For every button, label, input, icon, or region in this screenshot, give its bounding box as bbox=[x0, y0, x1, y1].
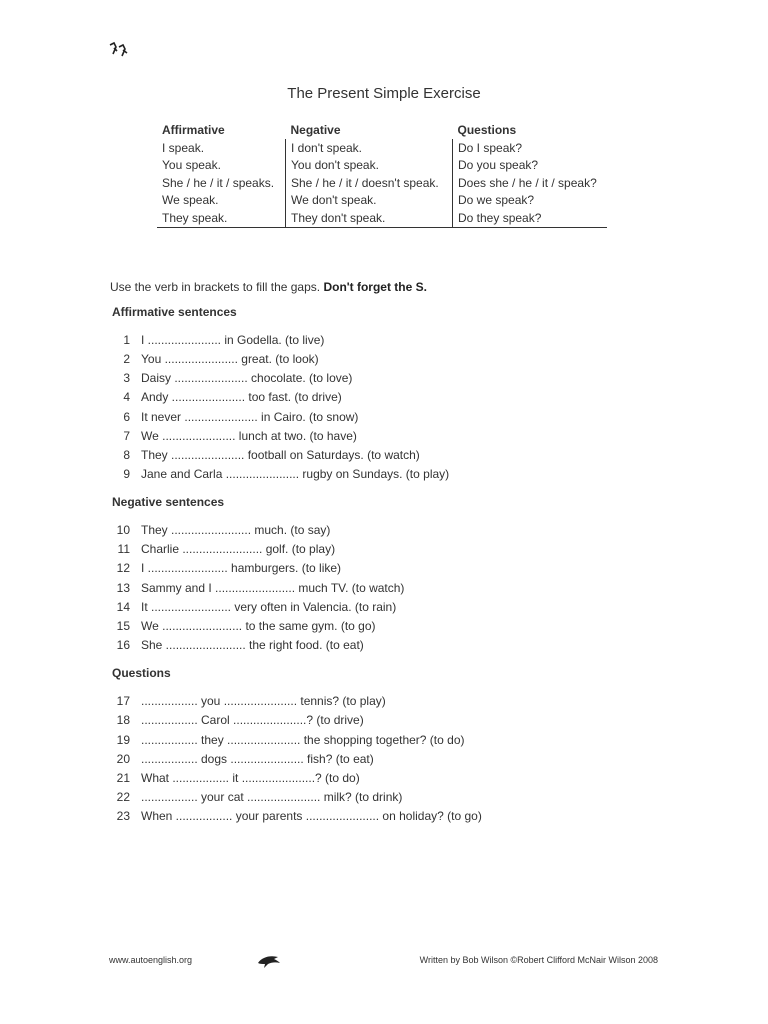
column-header: Negative bbox=[290, 123, 341, 137]
item-text: Andy ...................... too fast. (to drive) bbox=[141, 390, 342, 404]
item-number: 7 bbox=[123, 429, 130, 443]
item-text: They ........................ much. (to say) bbox=[141, 523, 331, 537]
item-number: 16 bbox=[116, 638, 130, 652]
item-text: ................. you ...................... tennis? (to play) bbox=[141, 694, 386, 708]
table-cell: You don't speak. bbox=[286, 157, 453, 175]
table-cell: She / he / it / speaks. bbox=[162, 175, 275, 190]
item-text: ................. Carol ......................? (to drive) bbox=[141, 713, 364, 727]
exercise-item bbox=[112, 580, 404, 596]
page-title: The Present Simple Exercise bbox=[287, 85, 481, 102]
item-number: 1 bbox=[123, 333, 130, 347]
item-text: We ...................... lunch at two. (to have) bbox=[141, 429, 357, 443]
table-cell: Does she / he / it / speak? bbox=[453, 174, 608, 192]
exercise-item bbox=[112, 466, 449, 482]
table-row bbox=[157, 139, 607, 157]
exercise-item bbox=[112, 751, 374, 767]
table-header-row bbox=[157, 121, 607, 139]
table-cell: You speak. bbox=[162, 158, 221, 173]
table-row bbox=[157, 209, 607, 227]
exercise-item bbox=[112, 599, 396, 615]
runner-logo-icon bbox=[108, 40, 130, 60]
exercise-item bbox=[112, 351, 319, 367]
item-text: ................. they ...................... the shopping together? (to do) bbox=[141, 733, 465, 747]
exercise-item bbox=[112, 541, 335, 557]
exercise-item bbox=[112, 409, 358, 425]
item-text: Daisy ...................... chocolate. (to love) bbox=[141, 371, 353, 385]
table-cell: We don't speak. bbox=[286, 192, 453, 210]
column-header: Questions bbox=[457, 123, 517, 137]
item-number: 20 bbox=[116, 752, 130, 766]
item-text: I ...................... in Godella. (to live) bbox=[141, 333, 325, 347]
table-cell: Do I speak? bbox=[453, 139, 608, 157]
item-number: 4 bbox=[123, 390, 130, 404]
item-text: Sammy and I ........................ much TV. (to watch) bbox=[141, 581, 405, 595]
table-row bbox=[157, 157, 607, 175]
table-cell: I don't speak. bbox=[286, 139, 453, 157]
exercise-item bbox=[112, 560, 341, 576]
table-cell: Do we speak? bbox=[453, 192, 608, 210]
exercise-item bbox=[112, 637, 364, 653]
item-number: 11 bbox=[117, 542, 130, 556]
exercise-item bbox=[112, 732, 465, 748]
item-text: It never ...................... in Cairo. (to snow) bbox=[141, 410, 359, 424]
item-number: 18 bbox=[116, 713, 130, 727]
item-number: 21 bbox=[116, 771, 130, 785]
table-row bbox=[157, 174, 607, 192]
instruction-text bbox=[110, 280, 427, 294]
item-number: 19 bbox=[116, 733, 130, 747]
item-text: What ................. it ......................? (to do) bbox=[141, 771, 360, 785]
instruction-emphasis: Don't forget the S. bbox=[323, 280, 427, 294]
exercise-item bbox=[112, 693, 386, 709]
item-text: We ........................ to the same gym. (to go) bbox=[141, 619, 376, 633]
exercise-item bbox=[112, 808, 482, 824]
table-cell: Do they speak? bbox=[453, 209, 608, 227]
section-heading-questions: Questions bbox=[112, 666, 171, 680]
item-text: It ........................ very often in Valencia. (to rain) bbox=[141, 600, 397, 614]
item-text: When ................. your parents ...................... on holiday? (to go) bbox=[141, 809, 482, 823]
exercise-item bbox=[112, 770, 360, 786]
table-cell: We speak. bbox=[162, 193, 219, 208]
item-text: ................. your cat ...................... milk? (to drink) bbox=[141, 790, 403, 804]
item-number: 10 bbox=[116, 523, 130, 537]
item-number: 12 bbox=[116, 561, 130, 575]
instruction-plain: Use the verb in brackets to fill the gaps. bbox=[110, 280, 324, 294]
exercise-item bbox=[112, 618, 376, 634]
table-cell: I speak. bbox=[162, 140, 205, 155]
footer-website: www.autoenglish.org bbox=[109, 955, 193, 965]
item-number: 13 bbox=[116, 581, 130, 595]
exercise-item bbox=[112, 370, 352, 386]
item-number: 9 bbox=[123, 467, 130, 481]
table-cell: They speak. bbox=[157, 209, 286, 227]
item-text: She ........................ the right food. (to eat) bbox=[141, 638, 364, 652]
table-cell: She / he / it / doesn't speak. bbox=[286, 174, 453, 192]
item-text: I ........................ hamburgers. (to like) bbox=[141, 561, 342, 575]
exercise-item bbox=[112, 522, 330, 538]
exercise-item bbox=[112, 389, 342, 405]
item-text: You ...................... great. (to look) bbox=[141, 352, 319, 366]
item-text: ................. dogs ...................... fish? (to eat) bbox=[141, 752, 374, 766]
item-number: 6 bbox=[123, 410, 130, 424]
table-row bbox=[157, 192, 607, 210]
dolphin-logo-icon bbox=[256, 951, 282, 969]
exercise-item bbox=[112, 712, 364, 728]
item-number: 22 bbox=[116, 790, 130, 804]
item-number: 17 bbox=[116, 694, 130, 708]
exercise-item bbox=[112, 332, 324, 348]
item-number: 2 bbox=[123, 352, 130, 366]
item-number: 3 bbox=[123, 371, 130, 385]
exercise-item bbox=[112, 789, 402, 805]
conjugation-table bbox=[157, 121, 607, 228]
table-cell: Do you speak? bbox=[453, 157, 608, 175]
footer-credit: Written by Bob Wilson ©Robert Clifford McNair Wilson 2008 bbox=[419, 955, 658, 965]
item-number: 15 bbox=[116, 619, 130, 633]
section-heading-affirmative: Affirmative sentences bbox=[112, 305, 237, 319]
table-cell: They don't speak. bbox=[286, 209, 453, 227]
item-number: 14 bbox=[116, 600, 130, 614]
exercise-item bbox=[112, 428, 357, 444]
item-number: 8 bbox=[123, 448, 130, 462]
item-text: Jane and Carla ...................... rugby on Sundays. (to play) bbox=[141, 467, 450, 481]
column-header: Affirmative bbox=[162, 123, 225, 137]
section-heading-negative: Negative sentences bbox=[112, 495, 225, 509]
item-text: Charlie ........................ golf. (to play) bbox=[141, 542, 336, 556]
exercise-item bbox=[112, 447, 420, 463]
item-text: They ...................... football on Saturdays. (to watch) bbox=[141, 448, 420, 462]
item-number: 23 bbox=[116, 809, 130, 823]
